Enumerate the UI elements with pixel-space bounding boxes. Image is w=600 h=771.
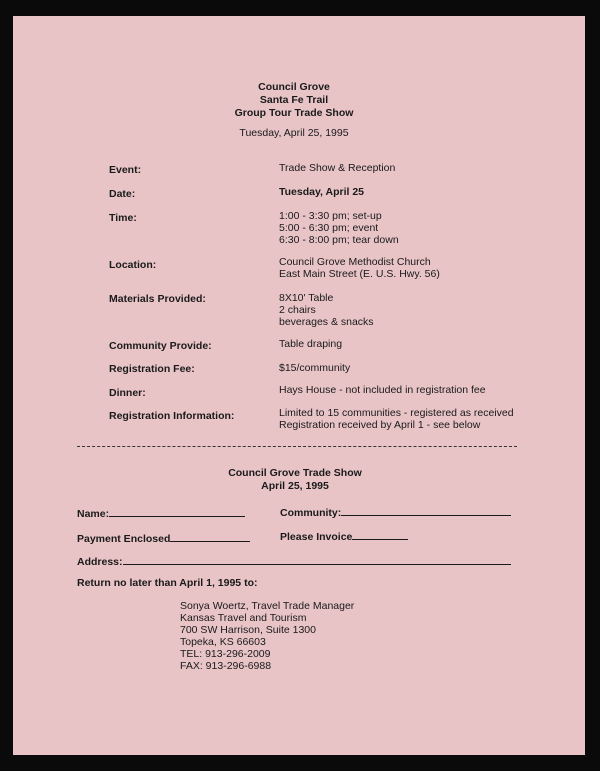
community-field[interactable] xyxy=(280,504,511,519)
contact-line: Topeka, KS 66603 xyxy=(180,636,266,648)
header-date: Tuesday, April 25, 1995 xyxy=(239,127,349,139)
location-value: Council Grove Methodist Church East Main Street (E. U.S. Hwy. 56) xyxy=(279,256,440,280)
event-label: Event: xyxy=(109,164,142,176)
form-date: April 25, 1995 xyxy=(261,480,329,492)
address-blank[interactable] xyxy=(123,553,511,565)
location-label: Location: xyxy=(109,259,157,271)
contact-line: Sonya Woertz, Travel Trade Manager xyxy=(180,600,355,612)
cut-line-divider xyxy=(77,446,517,447)
address-label: Address: xyxy=(77,556,123,568)
header-title-line1: Council Grove xyxy=(258,81,330,93)
please-invoice-blank[interactable] xyxy=(352,528,408,540)
name-label: Name: xyxy=(77,508,110,520)
payment-enclosed-field[interactable] xyxy=(77,530,250,545)
header-title-line2: Santa Fe Trail xyxy=(259,94,329,106)
date-value: Tuesday, April 25 xyxy=(279,186,364,198)
dinner-label: Dinner: xyxy=(109,387,146,399)
payment-enclosed-label: Payment Enclosed xyxy=(77,533,171,545)
dinner-value: Hays House - not included in registration fee xyxy=(279,384,486,396)
form-title: Council Grove Trade Show xyxy=(228,467,362,479)
registration-info-value: Limited to 15 communities - registered as received Registration received by April 1 - see below xyxy=(279,407,514,431)
community-blank[interactable] xyxy=(341,504,511,516)
materials-label: Materials Provided: xyxy=(109,293,206,305)
date-label: Date: xyxy=(109,188,136,200)
registration-info-label: Registration Information: xyxy=(109,410,235,422)
contact-line: TEL: 913-296-2009 xyxy=(180,648,271,660)
community-provide-label: Community Provide: xyxy=(109,340,212,352)
registration-fee-label: Registration Fee: xyxy=(109,363,195,375)
contact-line: Kansas Travel and Tourism xyxy=(180,612,307,624)
community-provide-value: Table draping xyxy=(279,338,343,350)
name-blank[interactable] xyxy=(109,505,245,517)
contact-address-block xyxy=(180,600,354,672)
please-invoice-label: Please Invoice xyxy=(280,531,353,543)
header-title-line3: Group Tour Trade Show xyxy=(234,107,354,119)
contact-line: FAX: 913-296-6988 xyxy=(180,660,272,672)
time-label: Time: xyxy=(109,212,137,224)
community-label: Community: xyxy=(280,507,342,519)
document-page xyxy=(13,16,585,755)
event-value: Trade Show & Reception xyxy=(279,162,396,174)
materials-value: 8X10' Table 2 chairs beverages & snacks xyxy=(279,292,374,328)
address-field[interactable] xyxy=(77,553,511,568)
contact-line: 700 SW Harrison, Suite 1300 xyxy=(180,624,316,636)
registration-fee-value: $15/community xyxy=(279,362,351,374)
payment-enclosed-blank[interactable] xyxy=(170,530,250,542)
please-invoice-field[interactable] xyxy=(280,528,408,543)
return-deadline: Return no later than April 1, 1995 to: xyxy=(77,577,258,589)
time-value: 1:00 - 3:30 pm; set-up 5:00 - 6:30 pm; event 6:30 - 8:00 pm; tear down xyxy=(279,210,399,246)
name-field[interactable] xyxy=(77,505,245,520)
